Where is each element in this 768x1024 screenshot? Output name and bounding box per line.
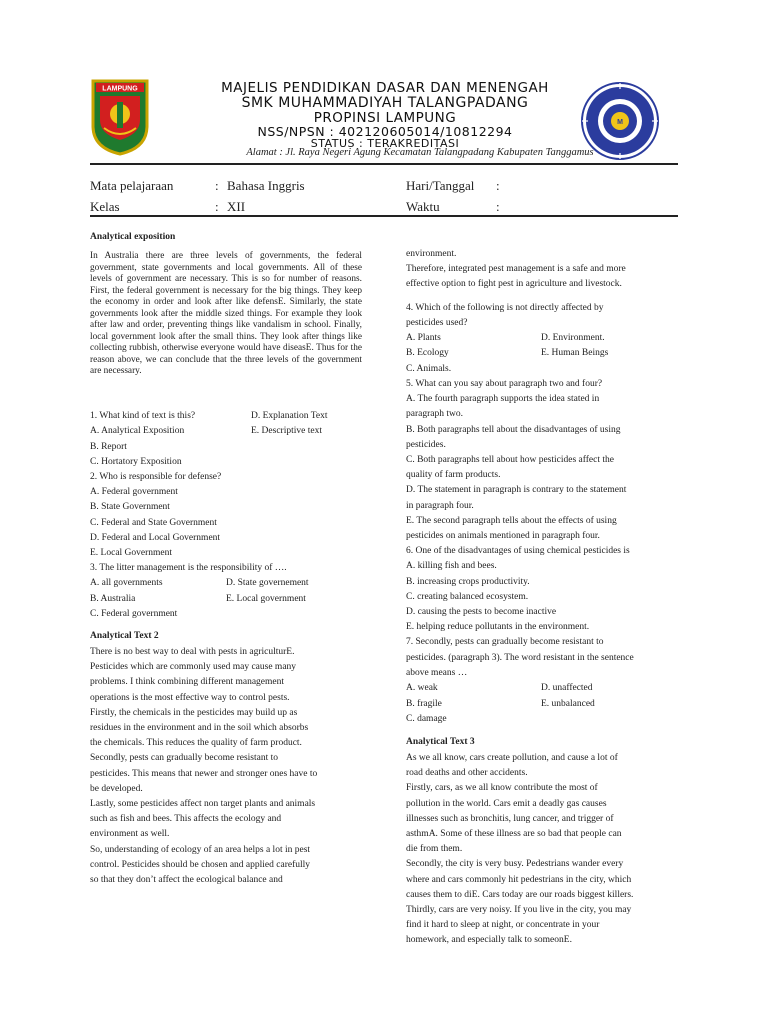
- question-line: 5. What can you say about paragraph two and four?: [406, 379, 603, 389]
- section-title-2: Analytical Text 2: [90, 631, 159, 641]
- passage-2-line: Lastly, some pesticides affect non target plants and animals: [90, 799, 316, 810]
- q4-option-c: C. Animals.: [406, 364, 452, 374]
- header-rule: [90, 163, 678, 165]
- q7-option-e: E. unbalanced: [541, 699, 595, 709]
- q1-option-b: B. Report: [90, 442, 127, 452]
- question-line: pesticides on animals mentioned in paragraph four.: [406, 531, 600, 542]
- q4-option-a: A. Plants: [406, 333, 441, 343]
- q4-question-line: 4. Which of the following is not directly affected by: [406, 303, 604, 313]
- passage-3-line: homework, and especially talk to someonE.: [406, 935, 572, 946]
- passage-3-line: pollution in the world. Cars emit a deadly gas causes: [406, 798, 607, 809]
- question-line: above means …: [406, 667, 468, 678]
- passage-2-line: environment as well.: [90, 829, 170, 840]
- question-line: quality of farm products.: [406, 470, 501, 481]
- svg-text:M: M: [617, 119, 623, 126]
- q1-option-e: E. Descriptive text: [251, 426, 322, 436]
- question-line: pesticides.: [406, 439, 446, 450]
- header-status: STATUS : TERAKREDITASI: [310, 137, 460, 150]
- q2-option-c: C. Federal and State Government: [90, 518, 217, 528]
- passage-3-line: road deaths and other accidents.: [406, 768, 528, 779]
- date-label: Hari/Tanggal: [406, 178, 475, 193]
- question-line: D. The statement in paragraph is contrary to the statement: [406, 485, 627, 496]
- q4-question: [406, 301, 604, 331]
- passage-3-line: asthmA. Some of these illness are so bad that people can: [406, 829, 622, 840]
- question-line: E. helping reduce pollutants in the environment.: [406, 622, 590, 633]
- passage-3-line: where and cars commonly hit pedestrians in the city, which: [406, 874, 632, 885]
- question-line: E. The second paragraph tells about the effects of using: [406, 515, 617, 526]
- q4-question-line: pesticides used?: [406, 318, 468, 329]
- passage-3-line: causes them to diE. Cars today are our roads biggest killers.: [406, 889, 634, 900]
- q4-option-e: E. Human Beings: [541, 348, 609, 358]
- passage-3: [406, 751, 686, 949]
- passage-2-line: such as fish and bees. This affects the ecology and: [90, 814, 282, 825]
- q2-option-d: D. Federal and Local Government: [90, 533, 221, 543]
- q3-option-e: E. Local government: [226, 594, 306, 604]
- header-nss: NSS/NPSN : 40212060501​4/10812294: [257, 124, 513, 139]
- logo-left-text: LAMPUNG: [102, 85, 138, 93]
- section-title-1: Analytical exposition: [90, 232, 176, 242]
- time-label: Waktu: [406, 199, 440, 214]
- passage-2-line: operations is the most effective way to control pests.: [90, 692, 290, 703]
- q7-option-b: B. fragile: [406, 699, 442, 709]
- class-colon: :: [215, 199, 219, 214]
- passage-2-line: Secondly, pests can gradually become resistant to: [90, 753, 279, 764]
- passage-3-line: Secondly, the city is very busy. Pedestrians wander every: [406, 859, 624, 870]
- q7-option-c: C. damage: [406, 714, 447, 724]
- header-province: PROPINSI LAMPUNG: [313, 110, 457, 126]
- q1-option-a: A. Analytical Exposition: [90, 426, 185, 436]
- question-line: pesticides. (paragraph 3). The word resistant in the sentence: [406, 652, 634, 663]
- question-line: A. killing fish and bees.: [406, 561, 497, 572]
- q2-option-e: E. Local Government: [90, 548, 173, 558]
- question-line: 6. One of the disadvantages of using chemical pesticides is: [406, 546, 630, 557]
- passage-3-line: Thirdly, cars are very noisy. If you live in the city, you may: [406, 905, 632, 916]
- question-line: paragraph two.: [406, 409, 463, 420]
- questions-5-to-7: [406, 377, 681, 681]
- q3-option-d: D. State governement: [226, 578, 309, 588]
- question-line: C. creating balanced ecosystem.: [406, 591, 529, 602]
- passage-3-line: Firstly, cars, as we all know contribute the most of: [406, 783, 598, 794]
- q7-option-d: D. unaffected: [541, 683, 593, 693]
- subject-label: Mata pelajaraan: [90, 178, 174, 193]
- passage-2-line: effective option to fight pest in agriculture and livestock.: [406, 279, 622, 290]
- header-line-1: MAJELIS PENDIDIKAN DASAR DAN MENENGAH: [221, 80, 549, 96]
- passage-2-line: pesticides. This means that newer and stronger ones have to: [90, 768, 318, 779]
- q3-option-c: C. Federal government: [90, 609, 178, 619]
- q4-option-d: D. Environment.: [541, 333, 605, 343]
- q1-option-d: D. Explanation Text: [251, 411, 328, 421]
- class-value: XII: [227, 199, 246, 214]
- q3-option-a: A. all governments: [90, 578, 163, 588]
- lampung-logo: [90, 78, 150, 156]
- info-rule: [90, 215, 678, 217]
- subject-value: Bahasa Inggris: [227, 178, 305, 193]
- question-line: in paragraph four.: [406, 500, 474, 511]
- q4-option-b: B. Ecology: [406, 348, 449, 358]
- q2-option-a: A. Federal government: [90, 487, 178, 497]
- passage-2-line: so that they don’t affect the ecological balance and: [90, 875, 283, 886]
- passage-1: In Australia there are three levels of governments, the federal government, state governments and local governments. All of these levels of government are necessary. This is so for number of reasons. First, the federal government is necessary for the big things. They keep the economy in order and look after like defensE. Similarly, the state governments look after the middle sized things. For example they look after law and order, preventing things like vandalism in school. Finally, local government look after the small thins. They look after things like collecting rubbish, otherwise everyone would have diseasE. Thus for the reason above, we can conclude that the three levels of the government are necessary.: [90, 251, 362, 376]
- passage-2-line: Pesticides which are commonly used may cause many: [90, 662, 297, 673]
- passage-2-line: be developed.: [90, 783, 143, 794]
- q2-option-b: B. State Government: [90, 502, 170, 512]
- passage-2-line: the chemicals. This reduces the quality of farm product.: [90, 738, 302, 749]
- passage-3-line: As we all know, cars create pollution, and cause a lot of: [406, 753, 618, 763]
- header-address: Alamat : Jl. Raya Negeri Agung Kecamatan Talangpadang Kabupaten Tanggamus: [246, 147, 594, 158]
- passage-2-continued: [406, 247, 681, 293]
- passage-2-line: There is no best way to deal with pests in agriculturE.: [90, 647, 295, 657]
- question-line: C. Both paragraphs tell about how pesticides affect the: [406, 455, 614, 466]
- q7-option-a: A. weak: [406, 683, 438, 693]
- q1-question: 1. What kind of text is this?: [90, 411, 196, 421]
- class-label: Kelas: [90, 199, 120, 214]
- passage-2-line: Therefore, integrated pest management is a safe and more: [406, 264, 626, 275]
- passage-3-line: illnesses such as bronchitis, lung cancer, and trigger of: [406, 813, 614, 824]
- passage-3-line: find it hard to sleep at night, or concentrate in your: [406, 920, 600, 931]
- section-title-3: Analytical Text 3: [406, 737, 475, 747]
- q3-option-b: B. Australia: [90, 594, 136, 604]
- q1-option-c: C. Hortatory Exposition: [90, 457, 182, 467]
- passage-2-line: Firstly, the chemicals in the pesticides may build up as: [90, 707, 298, 718]
- question-line: D. causing the pests to become inactive: [406, 607, 557, 618]
- passage-2-line: residues in the environment and in the soil which absorbs: [90, 723, 309, 734]
- q3-question: 3. The litter management is the responsibility of ….: [90, 563, 287, 573]
- time-colon: :: [496, 199, 500, 214]
- question-line: B. Both paragraphs tell about the disadvantages of using: [406, 424, 621, 435]
- question-line: 7. Secondly, pests can gradually become resistant to: [406, 637, 604, 648]
- passage-3-line: die from them.: [406, 844, 463, 855]
- passage-2-line: environment.: [406, 249, 457, 259]
- date-colon: :: [496, 178, 500, 193]
- passage-2-line: problems. I think combining different management: [90, 677, 284, 688]
- passage-2: [90, 645, 370, 888]
- q2-question: 2. Who is responsible for defense?: [90, 472, 222, 482]
- question-line: B. increasing crops productivity.: [406, 576, 530, 587]
- passage-2-line: control. Pesticides should be chosen and applied carefully: [90, 859, 311, 870]
- passage-2-line: So, understanding of ecology of an area helps a lot in pest: [90, 844, 311, 855]
- question-line: A. The fourth paragraph supports the idea stated in: [406, 394, 600, 405]
- header-school-name: SMK MUHAMMADIYAH TALANGPADANG: [241, 95, 529, 111]
- subject-colon: :: [215, 178, 219, 193]
